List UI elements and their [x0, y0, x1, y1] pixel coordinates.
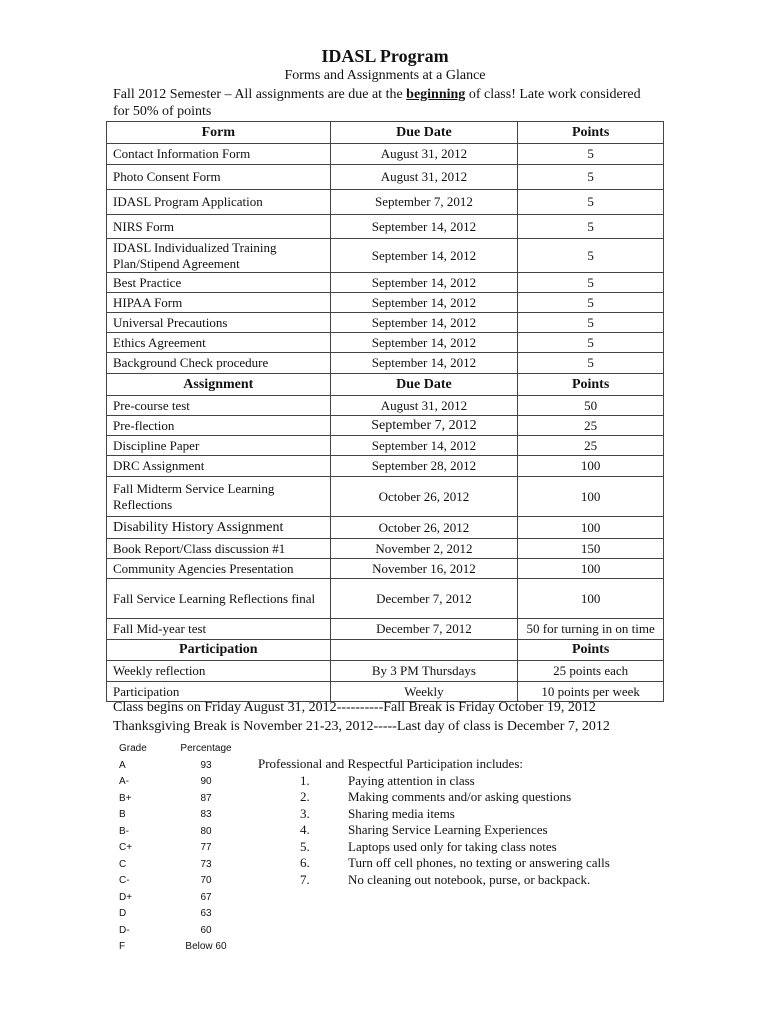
grade-percentage: 80 — [200, 825, 212, 837]
forms-header-cell: Points — [518, 122, 664, 144]
due-date: September 7, 2012 — [330, 416, 518, 436]
points: 5 — [518, 165, 664, 190]
grade-row — [119, 906, 239, 923]
grade-row — [119, 774, 239, 791]
points: 25 — [518, 436, 664, 456]
item-name: Discipline Paper — [107, 436, 331, 456]
grade-row — [119, 758, 239, 775]
item-name: Participation — [107, 682, 331, 702]
due-date: September 14, 2012 — [330, 436, 518, 456]
item-name: Fall Service Learning Reflections final — [107, 579, 331, 619]
forms-header-row — [107, 122, 664, 144]
grade-percentage: 87 — [200, 792, 212, 804]
points: 5 — [518, 293, 664, 313]
table-row — [107, 215, 664, 239]
item-name: Disability History Assignment — [107, 517, 331, 539]
points: 100 — [518, 559, 664, 579]
due-date: September 7, 2012 — [330, 190, 518, 215]
table-row — [107, 293, 664, 313]
percentage-header: Percentage — [180, 743, 232, 754]
due-date: September 14, 2012 — [330, 215, 518, 239]
due-date: September 14, 2012 — [330, 333, 518, 353]
table-row — [107, 619, 664, 640]
participation-header-cell: Points — [518, 640, 664, 661]
assignments-header-cell: Points — [518, 374, 664, 396]
item-name: NIRS Form — [107, 215, 331, 239]
due-date: December 7, 2012 — [330, 579, 518, 619]
grade-percentage: 63 — [200, 908, 212, 919]
due-date: August 31, 2012 — [330, 144, 518, 165]
due-date: August 31, 2012 — [330, 396, 518, 416]
grade-row — [119, 857, 239, 874]
table-row — [107, 559, 664, 579]
grade-percentage: 93 — [200, 759, 212, 771]
due-date: September 14, 2012 — [330, 293, 518, 313]
table-row — [107, 661, 664, 682]
participation-criteria — [258, 756, 610, 888]
participation-header-row — [107, 640, 664, 661]
item-name: Universal Precautions — [107, 313, 331, 333]
participation-header-cell: Participation — [107, 640, 331, 661]
grade-letter: A- — [119, 776, 129, 787]
points: 100 — [518, 477, 664, 517]
grade-row — [119, 890, 239, 907]
list-text: Laptops used only for taking class notes — [348, 838, 557, 854]
item-name: Pre-course test — [107, 396, 331, 416]
table-row — [107, 456, 664, 477]
grade-letter: C- — [119, 875, 130, 886]
table-row — [107, 144, 664, 165]
participation-criteria-list — [258, 773, 610, 889]
due-date: September 14, 2012 — [330, 353, 518, 374]
due-date: November 2, 2012 — [330, 539, 518, 559]
list-text: Sharing media items — [348, 805, 455, 821]
table-row — [107, 239, 664, 273]
due-date: August 31, 2012 — [330, 165, 518, 190]
item-name: HIPAA Form — [107, 293, 331, 313]
list-item — [258, 822, 610, 839]
intro-part2: of class! Late work considered for 50% of points — [113, 87, 641, 119]
list-item — [258, 789, 610, 806]
points: 25 points each — [518, 661, 664, 682]
item-name: Ethics Agreement — [107, 333, 331, 353]
table-row — [107, 313, 664, 333]
points: 5 — [518, 353, 664, 374]
due-date: September 14, 2012 — [330, 273, 518, 293]
item-name: DRC Assignment — [107, 456, 331, 477]
due-date: December 7, 2012 — [330, 619, 518, 640]
grade-row — [119, 873, 239, 890]
list-item — [258, 872, 610, 889]
points: 5 — [518, 273, 664, 293]
points: 150 — [518, 539, 664, 559]
item-name: Best Practice — [107, 273, 331, 293]
due-date: September 28, 2012 — [330, 456, 518, 477]
grade-scale — [119, 741, 239, 956]
points: 5 — [518, 313, 664, 333]
grade-row — [119, 791, 239, 808]
grade-letter: D+ — [119, 891, 133, 903]
list-text: Paying attention in class — [348, 772, 475, 788]
assignments-header-row — [107, 374, 664, 396]
due-date: September 14, 2012 — [330, 313, 518, 333]
item-name: Book Report/Class discussion #1 — [107, 539, 331, 559]
page-title: IDASL Program — [321, 46, 449, 66]
item-name: Photo Consent Form — [107, 165, 331, 190]
table-row — [107, 416, 664, 436]
item-name: IDASL Program Application — [107, 190, 331, 215]
table-row — [107, 396, 664, 416]
points: 5 — [518, 190, 664, 215]
item-name: Pre-flection — [107, 416, 331, 436]
grade-letter: B+ — [119, 792, 132, 804]
intro-part1: Fall 2012 Semester – All assignments are due at the — [113, 87, 407, 102]
forms-header-cell: Due Date — [330, 122, 518, 144]
grade-percentage: 60 — [200, 924, 212, 936]
item-name: Background Check procedure — [107, 353, 331, 374]
list-text: Sharing Service Learning Experiences — [348, 822, 548, 837]
points: 5 — [518, 239, 664, 273]
grade-percentage: 83 — [200, 809, 212, 820]
grade-letter: C — [119, 858, 127, 870]
item-name: Contact Information Form — [107, 144, 331, 165]
table-row — [107, 682, 664, 702]
list-text: No cleaning out notebook, purse, or backpack. — [348, 871, 591, 887]
grade-percentage: 90 — [200, 776, 212, 787]
grade-row — [119, 807, 239, 824]
grade-letter: D — [119, 908, 127, 919]
points: 5 — [518, 333, 664, 353]
points: 100 — [518, 456, 664, 477]
page-subtitle: Forms and Assignments at a Glance — [284, 68, 486, 83]
grade-scale-header — [119, 741, 239, 758]
grade-letter: C+ — [119, 842, 133, 853]
table-row — [107, 353, 664, 374]
table-row — [107, 477, 664, 517]
grade-percentage: Below 60 — [185, 941, 227, 952]
item-name: Fall Midterm Service Learning Reflections — [107, 477, 331, 517]
list-text: Turn off cell phones, no texting or answering calls — [348, 855, 610, 870]
calendar-line-1: Class begins on Friday August 31, 2012----------Fall Break is Friday October 19, 2012 — [113, 700, 596, 715]
item-name: Weekly reflection — [107, 661, 331, 682]
table-row — [107, 273, 664, 293]
list-item — [258, 855, 610, 872]
grade-row — [119, 923, 239, 940]
grade-letter: A — [119, 759, 126, 771]
list-number: 5. — [300, 838, 310, 854]
intro-text — [113, 86, 653, 120]
table-row — [107, 436, 664, 456]
item-name: Community Agencies Presentation — [107, 559, 331, 579]
participation-criteria-heading: Professional and Respectful Participation includes: — [258, 756, 523, 771]
table-row — [107, 333, 664, 353]
forms-header-cell: Form — [107, 122, 331, 144]
table-row — [107, 539, 664, 559]
intro-emphasis: beginning — [406, 87, 466, 102]
grade-letter: D- — [119, 924, 130, 936]
points: 100 — [518, 579, 664, 619]
points: 5 — [518, 144, 664, 165]
table-row — [107, 165, 664, 190]
assignments-table — [106, 121, 664, 702]
grade-header: Grade — [119, 743, 147, 754]
grade-letter: B — [119, 809, 126, 820]
list-number: 2. — [300, 789, 310, 804]
due-date: October 26, 2012 — [330, 517, 518, 539]
participation-header-cell — [330, 640, 518, 661]
list-item — [258, 773, 610, 790]
assignments-header-cell: Assignment — [107, 374, 331, 396]
item-name: IDASL Individualized Training Plan/Stipend Agreement — [107, 239, 331, 273]
due-date: September 14, 2012 — [330, 239, 518, 273]
grade-percentage: 70 — [200, 875, 212, 886]
grade-row — [119, 840, 239, 857]
list-text: Making comments and/or asking questions — [348, 789, 572, 804]
grade-letter: F — [119, 941, 126, 952]
due-date: November 16, 2012 — [330, 559, 518, 579]
calendar-line-2: Thanksgiving Break is November 21-23, 2012-----Last day of class is December 7, 2012 — [113, 719, 610, 734]
list-item — [258, 806, 610, 823]
grade-row — [119, 939, 239, 956]
points: 100 — [518, 517, 664, 539]
table-row — [107, 190, 664, 215]
points: 50 — [518, 396, 664, 416]
due-date: Weekly — [330, 682, 518, 702]
grade-percentage: 67 — [200, 891, 212, 903]
table-row — [107, 579, 664, 619]
list-number: 3. — [300, 805, 310, 821]
due-date: October 26, 2012 — [330, 477, 518, 517]
points: 25 — [518, 416, 664, 436]
points: 5 — [518, 215, 664, 239]
grade-percentage: 73 — [200, 858, 212, 870]
list-number: 7. — [300, 871, 310, 887]
grade-percentage: 77 — [200, 842, 212, 853]
list-number: 6. — [300, 855, 310, 870]
points: 10 points per week — [518, 682, 664, 702]
due-date: By 3 PM Thursdays — [330, 661, 518, 682]
assignments-header-cell: Due Date — [330, 374, 518, 396]
list-number: 4. — [300, 822, 310, 837]
item-name: Fall Mid-year test — [107, 619, 331, 640]
list-item — [258, 839, 610, 856]
list-number: 1. — [300, 772, 310, 788]
grade-letter: B- — [119, 825, 129, 837]
grade-row — [119, 824, 239, 841]
table-row — [107, 517, 664, 539]
points: 50 for turning in on time — [518, 619, 664, 640]
